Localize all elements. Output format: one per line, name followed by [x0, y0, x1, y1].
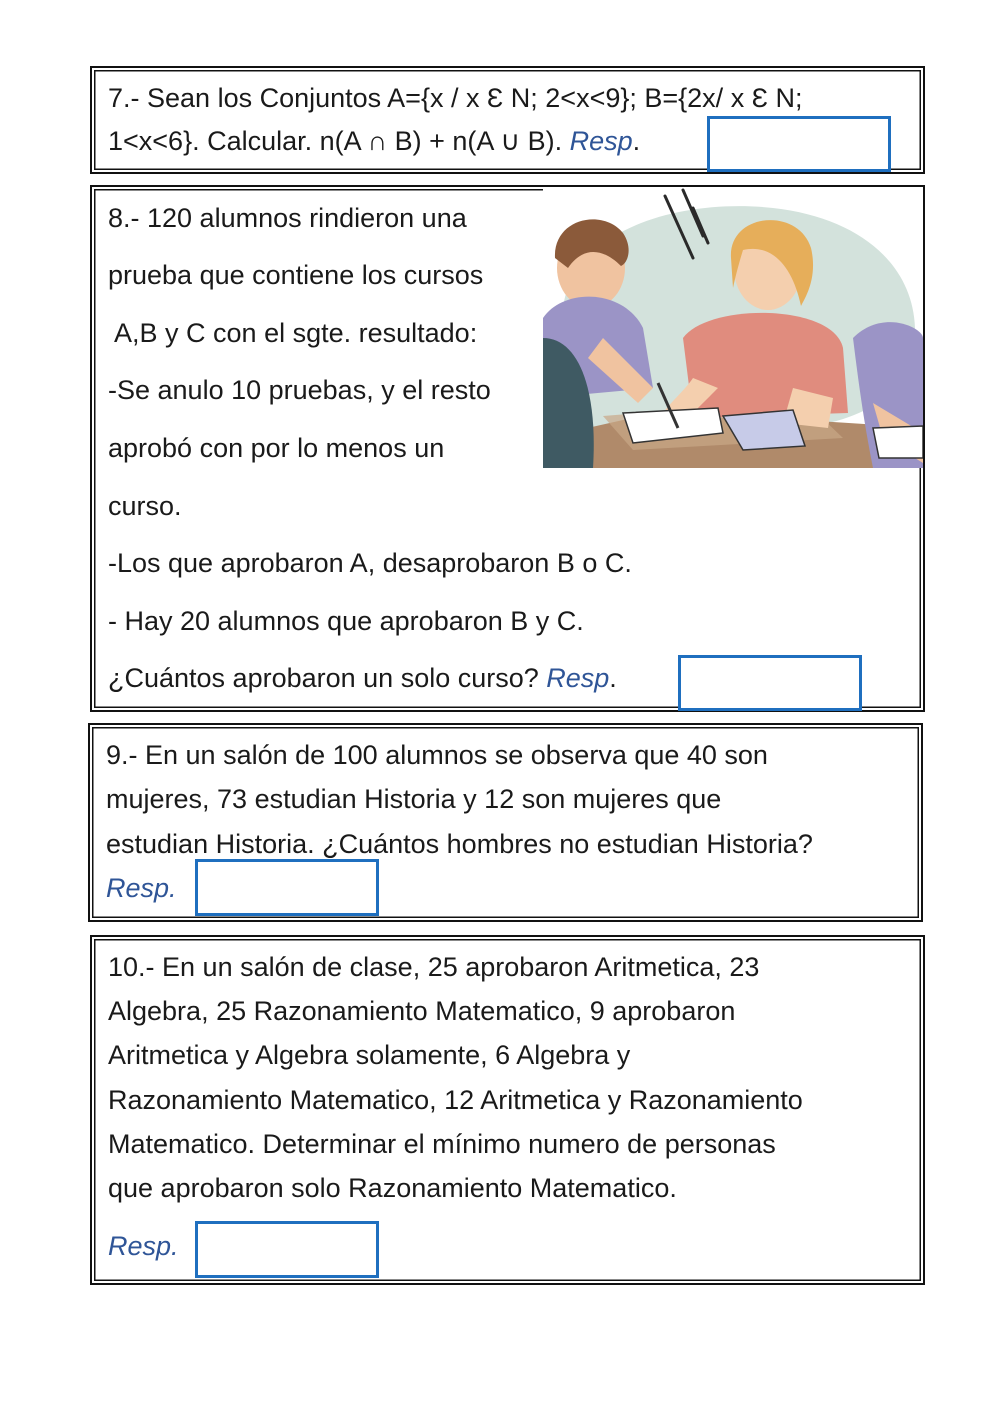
q10-line: 10.- En un salón de clase, 25 aprobaron Aritmetica, 23 — [108, 952, 760, 982]
students-writing-illustration — [543, 188, 923, 468]
q8-line: prueba que contiene los cursos — [108, 260, 484, 290]
q7-formula: 1<x<6}. Calcular. n(A ∩ B) + n(A ∪ B). — [108, 126, 570, 156]
q8-line: -Los que aprobaron A, desaprobaron B o C. — [108, 548, 632, 578]
q10-line: Razonamiento Matematico, 12 Aritmetica y Razonamiento — [108, 1085, 803, 1115]
q8-resp-label: Resp — [546, 663, 610, 693]
q9-line: estudian Historia. ¿Cuántos hombres no estudian Historia? — [106, 829, 813, 859]
q9-resp-label: Resp. — [106, 873, 177, 903]
q7-resp-dot: . — [632, 126, 641, 156]
q8-question-text: ¿Cuántos aprobaron un solo curso? — [108, 663, 547, 693]
q10-answer-box[interactable] — [195, 1221, 379, 1278]
q10-line: Matematico. Determinar el mínimo numero de personas — [108, 1129, 776, 1159]
q7-line-1: 7.- Sean los Conjuntos A={x / x Ɛ N; 2<x<9}; B={2x/ x Ɛ N; — [108, 83, 803, 113]
q9-answer-box[interactable] — [195, 859, 379, 916]
q10-line: que aprobaron solo Razonamiento Matematico. — [108, 1173, 677, 1203]
q8-line: aprobó con por lo menos un — [108, 433, 445, 463]
q10-resp-label: Resp. — [108, 1231, 179, 1261]
q8-line: A,B y C con el sgte. resultado: — [108, 318, 478, 348]
q8-resp-dot: . — [609, 663, 617, 693]
q7-line-2 — [108, 119, 640, 163]
q8-line: curso. — [108, 491, 182, 521]
q8-line: -Se anulo 10 pruebas, y el resto — [108, 375, 491, 405]
q7-resp-label: Resp — [569, 126, 633, 156]
q8-line: - Hay 20 alumnos que aprobaron B y C. — [108, 606, 584, 636]
q10-line: Aritmetica y Algebra solamente, 6 Algebra y — [108, 1040, 631, 1070]
q8-line: 8.- 120 alumnos rindieron una — [108, 203, 467, 233]
q10-line: Algebra, 25 Razonamiento Matematico, 9 aprobaron — [108, 996, 736, 1026]
q7-answer-box[interactable] — [707, 116, 891, 172]
q8-question — [108, 656, 617, 700]
q9-line: mujeres, 73 estudian Historia y 12 son mujeres que — [106, 784, 722, 814]
q8-answer-box[interactable] — [678, 655, 862, 711]
q9-line: 9.- En un salón de 100 alumnos se observa que 40 son — [106, 740, 768, 770]
